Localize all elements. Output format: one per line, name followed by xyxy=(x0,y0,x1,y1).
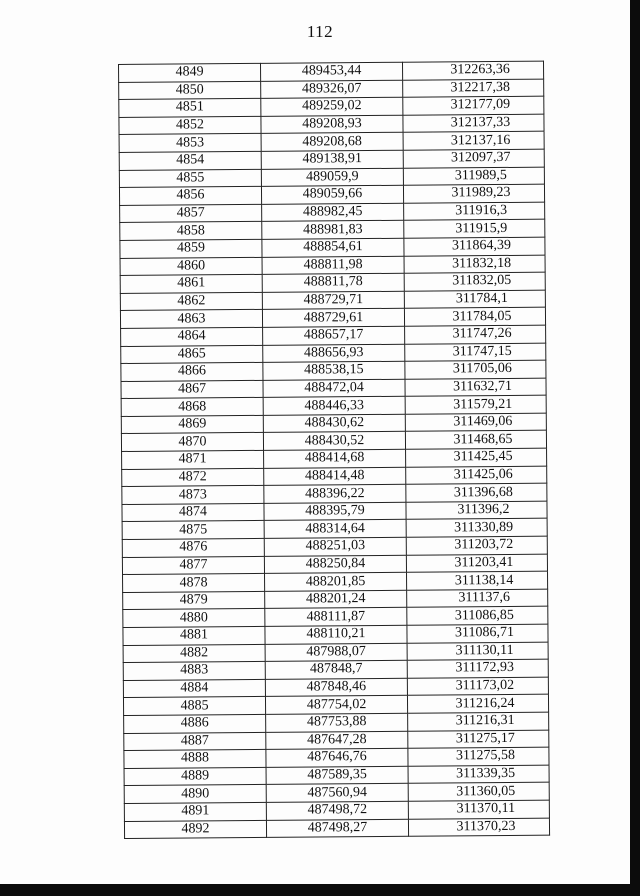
scan-edge-right xyxy=(630,0,640,896)
point-number-cell: 4878 xyxy=(123,574,265,593)
x-coordinate-cell: 488656,93 xyxy=(263,344,405,363)
point-number-cell: 4865 xyxy=(121,345,263,364)
x-coordinate-cell: 488811,78 xyxy=(262,273,404,292)
y-coordinate-cell: 312137,16 xyxy=(403,132,544,151)
point-number-cell: 4881 xyxy=(123,626,265,645)
point-number-cell: 4864 xyxy=(121,327,263,346)
x-coordinate-cell: 487848,46 xyxy=(265,678,407,697)
y-coordinate-cell: 311360,05 xyxy=(408,782,549,801)
y-coordinate-cell: 311137,6 xyxy=(407,589,548,608)
y-coordinate-cell: 311864,39 xyxy=(404,237,545,256)
point-number-cell: 4851 xyxy=(119,99,261,118)
point-number-cell: 4854 xyxy=(119,151,261,170)
x-coordinate-cell: 488201,85 xyxy=(265,572,407,591)
x-coordinate-cell: 488430,52 xyxy=(263,432,405,451)
x-coordinate-cell: 489453,44 xyxy=(260,62,402,81)
point-number-cell: 4873 xyxy=(122,486,264,505)
point-number-cell: 4870 xyxy=(121,433,263,452)
y-coordinate-cell: 311370,23 xyxy=(408,818,549,837)
x-coordinate-cell: 489259,02 xyxy=(261,97,403,116)
y-coordinate-cell: 311203,72 xyxy=(406,536,547,555)
y-coordinate-cell: 311989,23 xyxy=(403,184,544,203)
y-coordinate-cell: 312177,09 xyxy=(403,96,544,115)
y-coordinate-cell: 311425,45 xyxy=(406,448,547,467)
x-coordinate-cell: 487498,27 xyxy=(266,819,408,838)
x-coordinate-cell: 488395,79 xyxy=(264,502,406,521)
x-coordinate-cell: 489059,9 xyxy=(261,168,403,187)
x-coordinate-cell: 487560,94 xyxy=(266,784,408,803)
y-coordinate-cell: 311138,14 xyxy=(407,571,548,590)
scan-edge-bottom xyxy=(0,884,640,896)
y-coordinate-cell: 311468,65 xyxy=(405,431,546,450)
y-coordinate-cell: 311989,5 xyxy=(403,167,544,186)
point-number-cell: 4875 xyxy=(122,521,264,540)
point-number-cell: 4855 xyxy=(119,169,261,188)
x-coordinate-cell: 488251,03 xyxy=(264,537,406,556)
x-coordinate-cell: 487646,76 xyxy=(266,748,408,767)
point-number-cell: 4884 xyxy=(123,679,265,698)
x-coordinate-cell: 489208,68 xyxy=(261,133,403,152)
point-number-cell: 4862 xyxy=(120,292,262,311)
point-number-cell: 4857 xyxy=(120,204,262,223)
y-coordinate-cell: 311747,15 xyxy=(405,343,546,362)
point-number-cell: 4887 xyxy=(124,732,266,751)
y-coordinate-cell: 311216,31 xyxy=(408,712,549,731)
coordinates-table xyxy=(118,61,550,839)
x-coordinate-cell: 487647,28 xyxy=(266,731,408,750)
y-coordinate-cell: 311784,1 xyxy=(404,290,545,309)
point-number-cell: 4871 xyxy=(122,450,264,469)
page-number: 112 xyxy=(306,22,334,41)
point-number-cell: 4849 xyxy=(119,63,261,82)
point-number-cell: 4890 xyxy=(124,785,266,804)
point-number-cell: 4891 xyxy=(124,802,266,821)
x-coordinate-cell: 488657,17 xyxy=(263,326,405,345)
x-coordinate-cell: 488538,15 xyxy=(263,361,405,380)
y-coordinate-cell: 311747,26 xyxy=(405,325,546,344)
y-coordinate-cell: 311832,18 xyxy=(404,255,545,274)
y-coordinate-cell: 311916,3 xyxy=(404,202,545,221)
y-coordinate-cell: 311086,71 xyxy=(407,624,548,643)
point-number-cell: 4872 xyxy=(122,468,264,487)
x-coordinate-cell: 487848,7 xyxy=(265,660,407,679)
y-coordinate-cell: 311425,06 xyxy=(406,466,547,485)
point-number-cell: 4867 xyxy=(121,380,263,399)
table-row xyxy=(124,818,549,839)
x-coordinate-cell: 487498,72 xyxy=(266,801,408,820)
point-number-cell: 4858 xyxy=(120,222,262,241)
x-coordinate-cell: 488250,84 xyxy=(264,555,406,574)
y-coordinate-cell: 311216,24 xyxy=(407,695,548,714)
x-coordinate-cell: 488414,48 xyxy=(264,467,406,486)
point-number-cell: 4859 xyxy=(120,239,262,258)
x-coordinate-cell: 489208,93 xyxy=(261,115,403,134)
x-coordinate-cell: 488396,22 xyxy=(264,485,406,504)
point-number-cell: 4866 xyxy=(121,362,263,381)
point-number-cell: 4868 xyxy=(121,398,263,417)
x-coordinate-cell: 489326,07 xyxy=(261,80,403,99)
point-number-cell: 4879 xyxy=(123,591,265,610)
point-number-cell: 4877 xyxy=(122,556,264,575)
y-coordinate-cell: 311632,71 xyxy=(405,378,546,397)
point-number-cell: 4863 xyxy=(120,310,262,329)
point-number-cell: 4892 xyxy=(124,820,266,839)
point-number-cell: 4853 xyxy=(119,134,261,153)
point-number-cell: 4886 xyxy=(124,714,266,733)
y-coordinate-cell: 311579,21 xyxy=(405,395,546,414)
x-coordinate-cell: 488729,61 xyxy=(262,309,404,328)
x-coordinate-cell: 488982,45 xyxy=(262,203,404,222)
y-coordinate-cell: 312217,38 xyxy=(403,79,544,98)
x-coordinate-cell: 487754,02 xyxy=(265,696,407,715)
y-coordinate-cell: 312097,37 xyxy=(403,149,544,168)
y-coordinate-cell: 311339,35 xyxy=(408,765,549,784)
point-number-cell: 4874 xyxy=(122,503,264,522)
point-number-cell: 4856 xyxy=(119,187,261,206)
y-coordinate-cell: 311330,89 xyxy=(406,519,547,538)
y-coordinate-cell: 312137,33 xyxy=(403,114,544,133)
x-coordinate-cell: 488729,71 xyxy=(262,291,404,310)
y-coordinate-cell: 311275,58 xyxy=(408,747,549,766)
point-number-cell: 4882 xyxy=(123,644,265,663)
y-coordinate-cell: 312263,36 xyxy=(402,61,543,80)
y-coordinate-cell: 311203,41 xyxy=(406,554,547,573)
x-coordinate-cell: 488811,98 xyxy=(262,256,404,275)
point-number-cell: 4883 xyxy=(123,662,265,681)
point-number-cell: 4888 xyxy=(124,750,266,769)
x-coordinate-cell: 488472,04 xyxy=(263,379,405,398)
point-number-cell: 4852 xyxy=(119,116,261,135)
y-coordinate-cell: 311832,05 xyxy=(404,272,545,291)
y-coordinate-cell: 311469,06 xyxy=(405,413,546,432)
y-coordinate-cell: 311172,93 xyxy=(407,659,548,678)
point-number-cell: 4869 xyxy=(121,415,263,434)
x-coordinate-cell: 488854,61 xyxy=(262,238,404,257)
x-coordinate-cell: 489138,91 xyxy=(261,150,403,169)
point-number-cell: 4876 xyxy=(122,538,264,557)
coordinates-table-wrap xyxy=(118,61,550,839)
x-coordinate-cell: 487753,88 xyxy=(266,713,408,732)
coordinates-table-body xyxy=(119,61,550,838)
point-number-cell: 4850 xyxy=(119,81,261,100)
x-coordinate-cell: 488414,68 xyxy=(264,449,406,468)
y-coordinate-cell: 311086,85 xyxy=(407,607,548,626)
x-coordinate-cell: 488430,62 xyxy=(263,414,405,433)
x-coordinate-cell: 488314,64 xyxy=(264,520,406,539)
x-coordinate-cell: 488446,33 xyxy=(263,397,405,416)
y-coordinate-cell: 311705,06 xyxy=(405,360,546,379)
x-coordinate-cell: 488201,24 xyxy=(265,590,407,609)
point-number-cell: 4860 xyxy=(120,257,262,276)
y-coordinate-cell: 311173,02 xyxy=(407,677,548,696)
point-number-cell: 4889 xyxy=(124,767,266,786)
point-number-cell: 4861 xyxy=(120,274,262,293)
y-coordinate-cell: 311784,05 xyxy=(404,307,545,326)
point-number-cell: 4880 xyxy=(123,609,265,628)
x-coordinate-cell: 488111,87 xyxy=(265,608,407,627)
y-coordinate-cell: 311275,17 xyxy=(408,730,549,749)
x-coordinate-cell: 489059,66 xyxy=(261,185,403,204)
y-coordinate-cell: 311130,11 xyxy=(407,642,548,661)
x-coordinate-cell: 487589,35 xyxy=(266,766,408,785)
point-number-cell: 4885 xyxy=(123,697,265,716)
x-coordinate-cell: 488981,83 xyxy=(262,221,404,240)
y-coordinate-cell: 311396,2 xyxy=(406,501,547,520)
y-coordinate-cell: 311370,11 xyxy=(408,800,549,819)
y-coordinate-cell: 311396,68 xyxy=(406,483,547,502)
x-coordinate-cell: 488110,21 xyxy=(265,625,407,644)
y-coordinate-cell: 311915,9 xyxy=(404,219,545,238)
x-coordinate-cell: 487988,07 xyxy=(265,643,407,662)
